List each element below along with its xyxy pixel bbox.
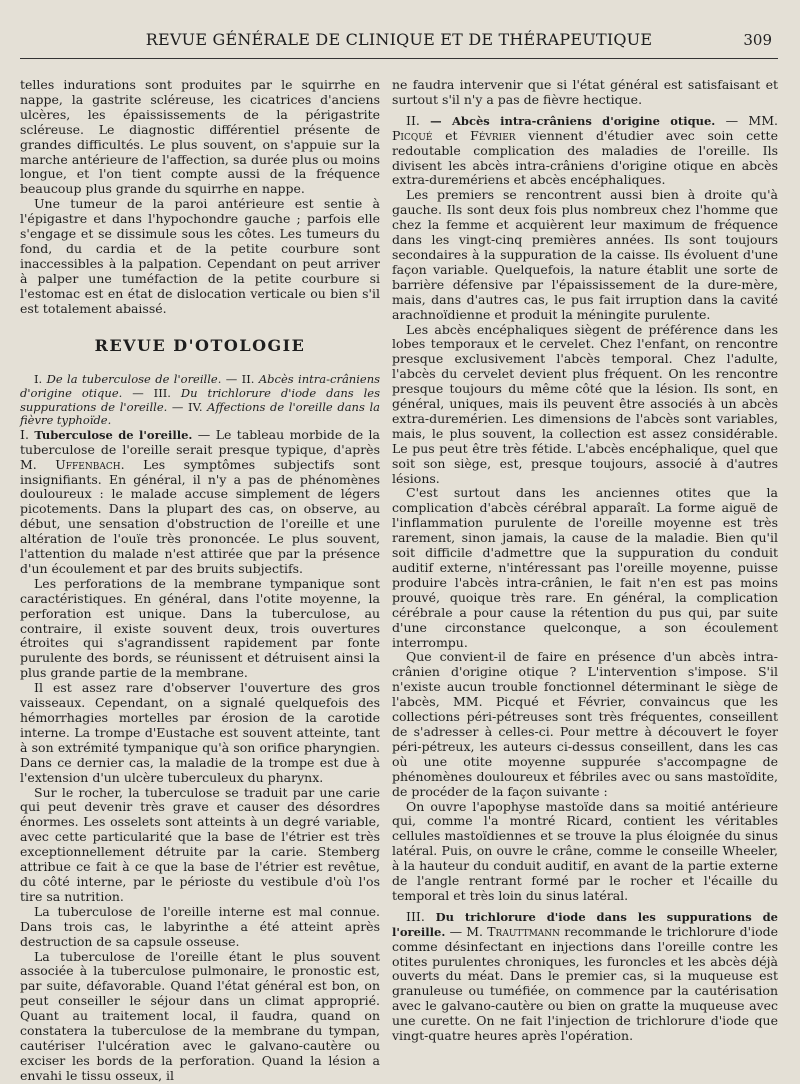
author-name: Picqué [392,127,433,143]
text-run: Les symptômes subjectifs sont insignifiants. En général, il n'y a pas de phénomènes douloureux : le malade accuse simplement de légers picotements. Dans la plupart des cas, on observe, au début, une sensation d'obstruction de l'oreille et une altération de l'ouïe très prononcée. Le plus souvent, l'attention du malade n'est attirée que par la présence d'un écoulement et par des bruits subjectifs. [20,456,380,576]
text-run: viennent d'étudier avec soin cette redoutable complication des maladies de l'oreille. Ils divisent les abcès intra-crâniens d'origine otique en abcès extra-duremériens et abcès encéphaliques. [392,127,778,188]
subsection-number: III. [406,908,425,924]
running-head [20,28,778,59]
text-run: — Le tableau morbide de la tuberculose de l'oreille serait presque typique, d'après [20,426,380,457]
author-name: Février [470,127,516,143]
toc-item: Du trichlorure d'iode dans les suppurations de l'oreille. [20,386,380,414]
paragraph: Que convient-il de faire en présence d'un abcès intra-crânien d'origine otique ? L'intervention s'impose. S'il n'existe aucun trouble fonctionnel déterminant le siège de l'abcès, MM. Picqué et Février, convaincus que les collections péri-pétreuses sont très fréquentes, conseillent de s'adresser à celles-ci. Pour mettre à découvert le foyer péri-pétreux, les auteurs ci-dessus conseillent, dans les cas où une otite moyenne suppurée s'accompagne de phénomènes douloureux et fébriles avec ou sans mastoïdite, de procéder de la façon suivante : [392,649,778,799]
toc-item: Abcès intra-crâniens d'origine otique. [20,372,380,400]
toc-item: Affections de l'oreille dans la fièvre typhoïde. [20,399,381,428]
toc-number: I. [34,372,43,387]
paragraph: La tuberculose de l'oreille étant le plus souvent associée à la tuberculose pulmonaire, le pronostic est, par suite, défavorable. Quand l'état général est bon, on peut conseiller le séjour dans un climat approprié. Quant au traitement local, il faudra, quand on constatera la tuberculose de la membrane du tympan, cautériser l'ulcération avec le galvano-cautère ou exciser les bords de la perforation. Quand la lésion a envahi le tissu osseux, il [20,948,380,1083]
paragraph [20,428,380,577]
subsection-heading: — Abcès intra-crâniens d'origine otique. [430,113,716,128]
subsection-heading: Tuberculose de l'oreille. [34,427,193,442]
page-number: 309 [743,31,772,49]
running-title: REVUE GÉNÉRALE DE CLINIQUE ET DE THÉRAPEUTIQUE [145,30,653,49]
author-name: M. Uffenbach. [20,456,125,472]
right-column [392,78,778,1044]
subsection-number: I. [20,426,29,442]
toc-item: De la tuberculose de l'oreille. [46,372,222,387]
paragraph: telles indurations sont produites par le squirrhe en nappe, la gastrite scléreuse, les cicatrices d'anciens ulcères, les épaississements de la périgastrite scléreuse. Le diagnostic différentiel présente de grandes difficultés. Le plus souvent, on s'appuie sur la marche antérieure de l'affection, sa durée plus ou moins longue, et l'on tient compte aussi de la fréquence beaucoup plus grande du squirrhe en nappe. [20,77,380,197]
paragraph: ne faudra intervenir que si l'état général est satisfaisant et surtout s'il n'y a pas de fièvre hectique. [392,77,778,107]
text-run: — MM. [725,112,779,128]
paragraph: Les premiers se rencontrent aussi bien à droite qu'à gauche. Ils sont deux fois plus nombreux chez l'homme que chez la femme et acquièrent leur maximum de fréquence dans les vingt-cinq premières années. Ils sont toujours secondaires à la suppuration de la caisse. Ils évoluent d'une façon variable. Quelquefois, la nature établit une sorte de barrière défensive par l'épaississement de la dure-mère, mais, dans d'autres cas, le pus fait irruption dans la cavité arachnoïdienne et produit la méningite purulente. [392,187,778,322]
paragraph: Les perforations de la membrane tympanique sont caractéristiques. En général, dans l'otite moyenne, la perforation est unique. Dans la tuberculose, au contraire, il existe souvent deux, trois ouvertures étroites qui s'agrandissent rapidement par fonte purulente des bords, se réunissent et détruisent ainsi la plus grande partie de la membrane. [20,575,380,681]
left-column [20,78,380,1084]
paragraph: Il est assez rare d'observer l'ouverture des gros vaisseaux. Cependant, on a signalé quelquefois des hémorrhagies mortelles par érosion de la carotide interne. La trompe d'Eustache est souvent atteinte, tant à son extrémité tympanique qu'à son orifice pharyngien. Dans ce dernier cas, la maladie de la trompe est due à l'extension d'un ulcère tuberculeux du pharynx. [20,680,380,785]
paragraph: On ouvre l'apophyse mastoïde dans sa moitié antérieure qui, comme l'a montré Ricard, contient les véritables cellules mastoïdiennes et se trouve la plus éloignée du sinus latéral. Puis, on ouvre le crâne, comme le conseille Wheeler, à la hauteur du conduit auditif, en avant de la partie externe de l'angle rentrant formé par le rocher et l'écaille du temporal et très loin du sinus latéral. [392,798,778,903]
toc-number: — II. [225,372,255,387]
paragraph: C'est surtout dans les anciennes otites que la complication d'abcès cérébral apparaît. La forme aiguë de l'inflammation purulente de l'oreille moyenne est très rarement, sinon jamais, la cause de la maladie. Bien qu'il soit difficile d'admettre que la suppuration du conduit auditif externe, n'intéressant pas l'oreille moyenne, puisse produire l'abcès intra-crânien, le fait n'en est pas moins prouvé, quoique très rare. En général, la complication cérébrale a pour cause la rétention du pus qui, par suite d'une circonstance quelconque, a son écoulement interrompu. [392,485,778,650]
paragraph: Sur le rocher, la tuberculose se traduit par une carie qui peut devenir très grave et causer des désordres énormes. Les osselets sont atteints à un degré variable, avec cette particularité que la base de l'étrier est très exceptionnellement détruite par la carie. Stemberg attribue ce fait à ce que la base de l'étrier est revêtue, du côté interne, par le périoste du vestibule d'où l'os tire sa nutrition. [20,784,380,904]
paragraph: La tuberculose de l'oreille interne est mal connue. Dans trois cas, le labyrinthe a été atteint après destruction de sa capsule osseuse. [20,903,380,949]
text-run: recommande le trichlorure d'iode comme désinfectant en injections dans l'oreille contre les otites purulentes chroniques, les furoncles et les abcès déjà ouverts du méat. Dans le premier cas, si la muqueuse est granuleuse ou tuméfiée, on commence par la cautérisation avec le galvano-cautère ou bien on gratte la muqueuse avec une curette. On ne fait l'injection de trichlorure d'iode que vingt-quatre heures après l'opération. [392,923,778,1044]
section-title: REVUE D'OTOLOGIE [94,335,306,355]
paragraph [392,114,778,189]
toc-number: — III. [132,386,171,400]
text-run: — M. [449,923,484,939]
paragraph [392,910,778,1044]
paragraph: Les abcès encéphaliques siègent de préférence dans les lobes temporaux et le cervelet. Chez l'enfant, on rencontre presque exclusivement l'abcès temporal. Chez l'adulte, l'abcès du cervelet devient plus fréquent. On les rencontre presque toujours du même côté que la lésion. Ils sont, en général, uniques, mais ils peuvent être associés à un abcès extra-duremérien. Les dimensions de l'abcès sont variables, mais, le plus souvent, la collection est assez considérable. Le pus peut être très fétide. L'abcès encéphalique, quel que soit son siège, est, presque toujours, associé à d'autres lésions. [392,321,778,486]
text-run: et [445,127,458,143]
section-contents [20,373,380,427]
toc-number: — IV. [171,399,203,414]
paragraph: Une tumeur de la paroi antérieure est sentie à l'épigastre et dans l'hypochondre gauche ; parfois elle s'engage et se dissimule sous les côtes. Les tumeurs du fond, du cardia et de la petite courbure sont inaccessibles à la palpation. Cependant on peut arriver à palper une tuméfaction de la petite courbure si l'estomac est en état de dislocation verticale ou bien s'il est totalement abaissé. [20,196,380,316]
subsection-number: II. [406,112,420,128]
author-name: Trauttmann [487,923,561,939]
subsection-heading: Du trichlorure d'iode dans les suppurations de l'oreille. [392,909,778,939]
